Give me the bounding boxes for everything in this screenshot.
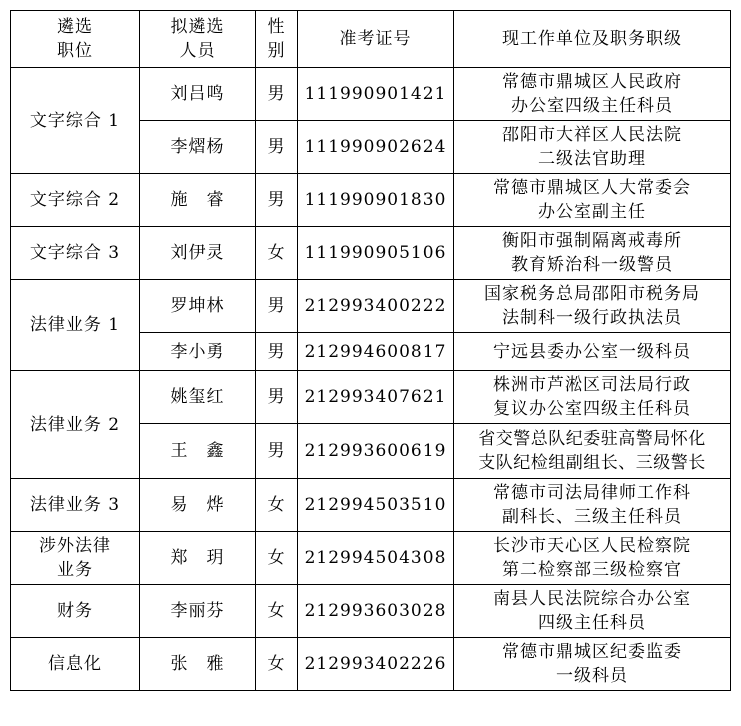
table-row (11, 371, 731, 424)
unit-cell: 株洲市芦淞区司法局行政 复议办公室四级主任科员 (454, 371, 731, 424)
unit-cell: 常德市鼎城区人民政府 办公室四级主任科员 (454, 68, 731, 121)
table-header-row (11, 11, 731, 68)
name-cell: 施 睿 (140, 174, 256, 227)
gender-cell: 男 (256, 174, 298, 227)
unit-cell: 常德市鼎城区纪委监委 一级科员 (454, 638, 731, 691)
name-cell: 刘伊灵 (140, 227, 256, 280)
gender-cell: 男 (256, 424, 298, 479)
header-unit: 现工作单位及职务职级 (454, 11, 731, 68)
table-row (11, 227, 731, 280)
name-cell: 罗坤林 (140, 280, 256, 333)
name-cell: 刘吕鸣 (140, 68, 256, 121)
name-cell: 王 鑫 (140, 424, 256, 479)
gender-cell: 男 (256, 121, 298, 174)
position-cell: 法律业务 2 (11, 371, 140, 479)
name-cell: 李小勇 (140, 333, 256, 371)
table-row (11, 585, 731, 638)
position-cell: 财务 (11, 585, 140, 638)
header-exam-id: 准考证号 (298, 11, 454, 68)
name-cell: 易 烨 (140, 479, 256, 532)
position-cell: 文字综合 3 (11, 227, 140, 280)
exam-id-cell: 111990902624 (298, 121, 454, 174)
gender-cell: 男 (256, 333, 298, 371)
name-cell: 郑 玥 (140, 532, 256, 585)
exam-id-cell: 212994503510 (298, 479, 454, 532)
unit-cell: 长沙市天心区人民检察院 第二检察部三级检察官 (454, 532, 731, 585)
exam-id-cell: 212993400222 (298, 280, 454, 333)
table-row (11, 174, 731, 227)
position-cell: 法律业务 3 (11, 479, 140, 532)
position-cell: 法律业务 1 (11, 280, 140, 371)
exam-id-cell: 212994600817 (298, 333, 454, 371)
gender-cell: 女 (256, 227, 298, 280)
table-row (11, 280, 731, 333)
position-cell: 涉外法律 业务 (11, 532, 140, 585)
gender-cell: 男 (256, 280, 298, 333)
gender-cell: 女 (256, 479, 298, 532)
selection-roster-table (10, 10, 731, 691)
name-cell: 姚玺红 (140, 371, 256, 424)
gender-cell: 女 (256, 638, 298, 691)
table-row (11, 68, 731, 121)
unit-cell: 常德市司法局律师工作科 副科长、三级主任科员 (454, 479, 731, 532)
unit-cell: 省交警总队纪委驻高警局怀化 支队纪检组副组长、三级警长 (454, 424, 731, 479)
name-cell: 李熠杨 (140, 121, 256, 174)
unit-cell: 衡阳市强制隔离戒毒所 教育矫治科一级警员 (454, 227, 731, 280)
unit-cell: 宁远县委办公室一级科员 (454, 333, 731, 371)
position-cell: 文字综合 2 (11, 174, 140, 227)
gender-cell: 女 (256, 585, 298, 638)
exam-id-cell: 212994504308 (298, 532, 454, 585)
exam-id-cell: 111990905106 (298, 227, 454, 280)
exam-id-cell: 111990901830 (298, 174, 454, 227)
name-cell: 李丽芬 (140, 585, 256, 638)
gender-cell: 男 (256, 68, 298, 121)
table-row (11, 479, 731, 532)
name-cell: 张 雅 (140, 638, 256, 691)
unit-cell: 南县人民法院综合办公室 四级主任科员 (454, 585, 731, 638)
exam-id-cell: 212993407621 (298, 371, 454, 424)
gender-cell: 男 (256, 371, 298, 424)
exam-id-cell: 212993600619 (298, 424, 454, 479)
exam-id-cell: 212993402226 (298, 638, 454, 691)
exam-id-cell: 111990901421 (298, 68, 454, 121)
header-gender: 性 别 (256, 11, 298, 68)
table-body (11, 68, 731, 691)
position-cell: 信息化 (11, 638, 140, 691)
table-row (11, 532, 731, 585)
unit-cell: 国家税务总局邵阳市税务局 法制科一级行政执法员 (454, 280, 731, 333)
header-position: 遴选 职位 (11, 11, 140, 68)
unit-cell: 邵阳市大祥区人民法院 二级法官助理 (454, 121, 731, 174)
gender-cell: 女 (256, 532, 298, 585)
header-name: 拟遴选 人员 (140, 11, 256, 68)
unit-cell: 常德市鼎城区人大常委会 办公室副主任 (454, 174, 731, 227)
position-cell: 文字综合 1 (11, 68, 140, 174)
table-row (11, 638, 731, 691)
exam-id-cell: 212993603028 (298, 585, 454, 638)
